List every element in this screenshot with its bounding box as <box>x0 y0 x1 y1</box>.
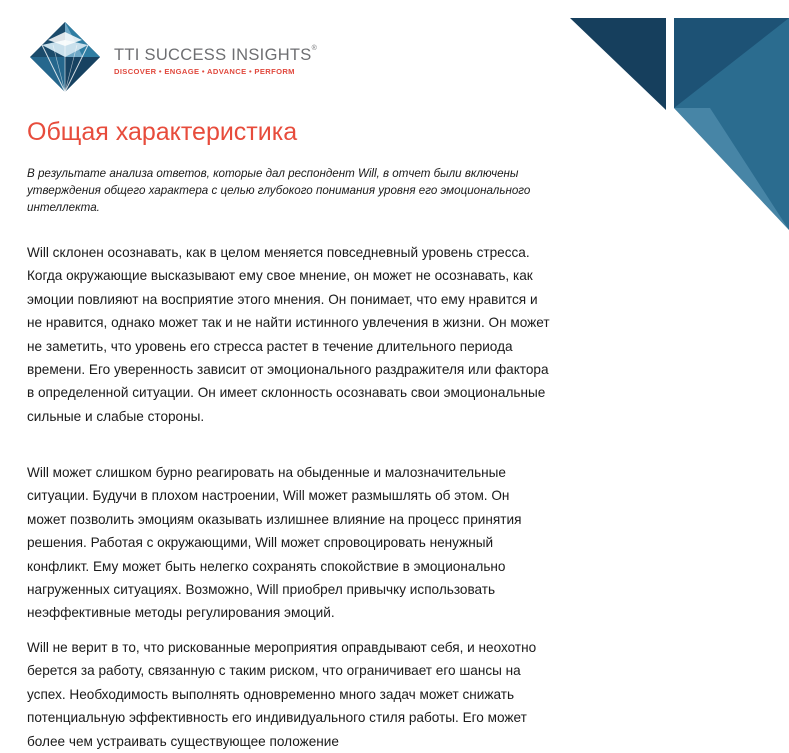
paragraph-emotional-reaction: Will может слишком бурно реагировать на обыденные и малозначительные ситуации. Будучи в плохом настроении, Will может размышлять об этом. Он может позволить эмоциям оказывать излишнее влияние на процесс принятия решения. Работая с окружающими, Will может спровоцировать ненужный конфликт. Ему может быть нелегко сохранять спокойствие в эмоционально нагруженных ситуациях. Возможно, Will приобрел привычку использовать неэффективные методы регулирования эмоций. <box>27 465 522 621</box>
registered-mark: ® <box>311 45 318 52</box>
paragraph-stress-awareness: Will склонен осознавать, как в целом меняется повседневный уровень стресса. Когда окружающие высказывают ему свое мнение, он может не осознавать, как эмоции повлияют на восприятие этого мнения. Он понимает, что ему нравится и не нравится, однако может так и не найти истинного увлечения в жизни. Он может не заметить, что уровень его стресса растет в течение длительного периода времени. Его уверенность зависит от эмоционального раздражителя или фактора в определенной ситуации. Он имеет склонность осознавать свои эмоциональные сильные и слабые стороны. <box>27 245 550 424</box>
paragraph-risk-attitude: Will не верит в то, что рискованные мероприятия оправдывают себя, и неохотно берется за работу, связанную с таким риском, что ограничивает его шансы на успех. Необходимость выполнять одновременно много задач может снижать потенциальную эффективность его индивидуального стиля работы. Его может более чем устраивать существующее положение <box>27 640 537 749</box>
page-title: Общая характеристика <box>27 118 298 146</box>
tti-logo <box>28 20 328 96</box>
corner-triangles-decoration <box>570 0 789 230</box>
brand-tagline: DISCOVER • ENGAGE • ADVANCE • PERFORM <box>114 67 295 76</box>
intro-text: В результате анализа ответов, которые дал респондент Will, в отчет были включены утверждения общего характера с целью глубокого понимания уровня его эмоционального интеллекта. <box>27 167 531 214</box>
brand-name: TTI SUCCESS INSIGHTS® <box>114 45 318 64</box>
diamond-logo-icon <box>28 20 102 94</box>
